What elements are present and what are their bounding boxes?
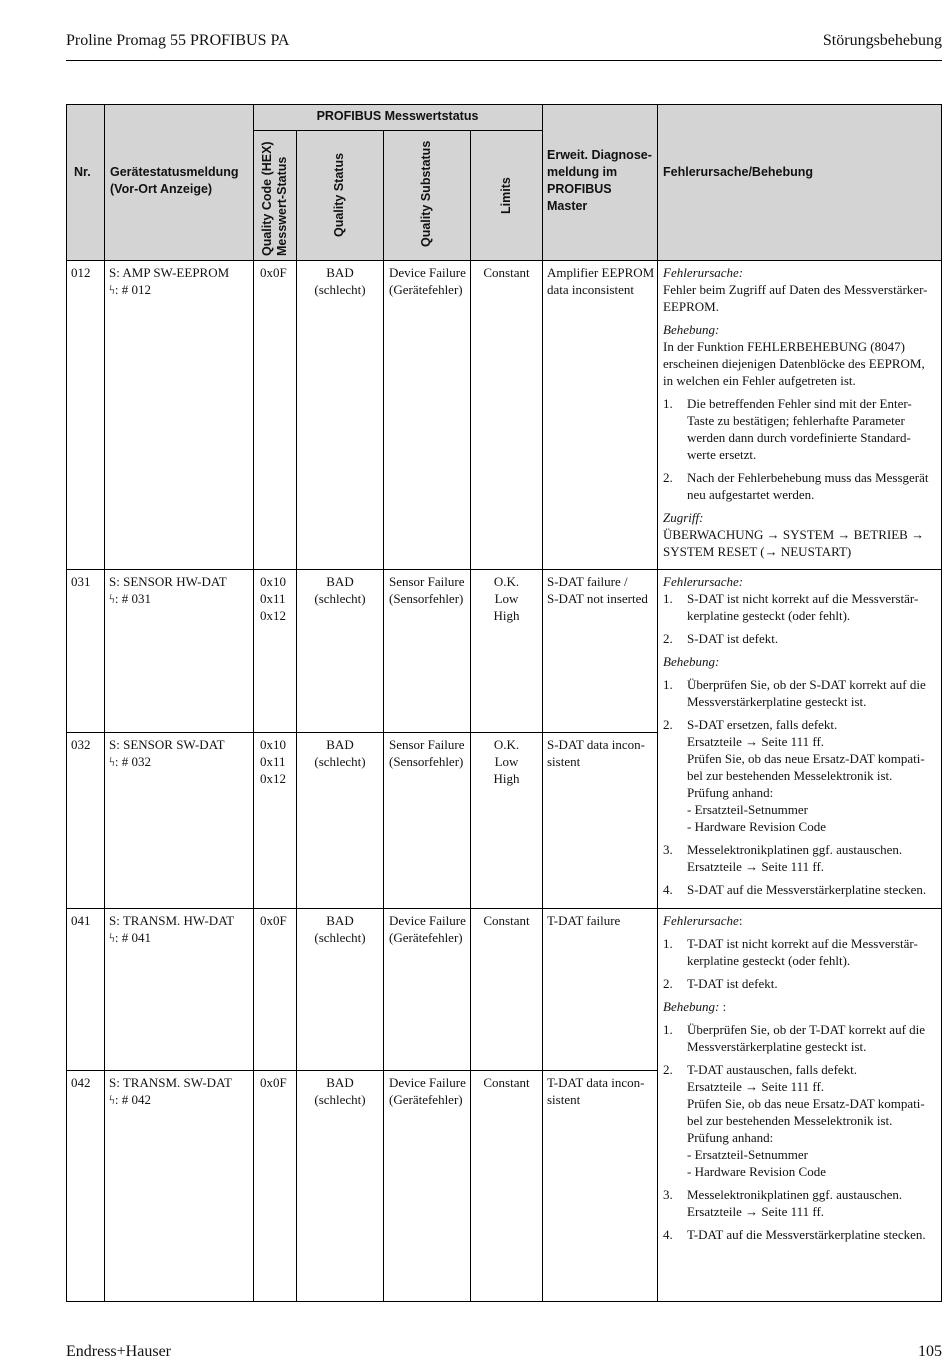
header-section-title: Störungsbehebung xyxy=(822,32,942,49)
row-042-limits: Constant xyxy=(483,1075,530,1090)
row-012-nr: 012 xyxy=(71,265,91,280)
row-012-message: S: AMP SW-EEPROM ϟ: # 012 xyxy=(109,265,230,297)
row-042-substatus: Device Failure (Gerätefehler) xyxy=(389,1075,466,1107)
row-031-limits: O.K. Low High xyxy=(493,574,520,623)
header-doc-title: Proline Promag 55 PROFIBUS PA xyxy=(66,32,290,49)
row-012-substatus: Device Failure (Gerätefehler) xyxy=(389,265,466,297)
row-031-nr: 031 xyxy=(71,574,91,589)
remedy-sdat: Fehlerursache: 1. S-DAT ist nicht korrekt auf die Messverstär- kerplatine gesteckt (oder fehlt). 2. S-DAT ist defekt. Behebung: 1. Überprüfen Sie, ob der S-DAT korrekt auf die Messverstärkerplatine gesteckt ist. 2. S-DAT ersetzen, falls defekt. Ersatzteile → Seite 111 ff. Prüfen Sie, ob das neue Ersatz-DAT kompati- bel zur bestehenden Messelektronik ist. Prüfung anhand: - Ersatzteil-Setnummer - Hardware Revision Code 3. Messelektronikplatinen ggf. austauschen. Ersatzteile → Seite 111 ff. 4. S-DAT auf die Messverstärkerplatine stecken. xyxy=(663,574,927,897)
row-012-limits: Constant xyxy=(483,265,530,280)
footer-company: Endress+Hauser xyxy=(66,1343,171,1360)
header-limits: Limits xyxy=(499,177,513,214)
row-031-status: BAD (schlecht) xyxy=(314,574,366,606)
header-extended-diagnosis: Erweit. Diagnose- meldung im PROFIBUS Master xyxy=(547,148,652,213)
row-041-limits: Constant xyxy=(483,913,530,928)
row-031-code: 0x10 0x11 0x12 xyxy=(260,574,286,623)
header-nr: Nr. xyxy=(74,165,91,179)
row-031-substatus: Sensor Failure (Sensorfehler) xyxy=(389,574,465,606)
header-quality-status: Quality Status xyxy=(332,152,346,237)
row-042-nr: 042 xyxy=(71,1075,91,1090)
header-quality-substatus: Quality Substatus xyxy=(419,140,433,247)
row-041-code: 0x0F xyxy=(260,913,287,928)
row-032-code: 0x10 0x11 0x12 xyxy=(260,737,286,786)
footer-page-number: 105 xyxy=(918,1343,942,1360)
row-031-message: S: SENSOR HW-DAT ϟ: # 031 xyxy=(109,574,227,606)
row-041-status: BAD (schlecht) xyxy=(314,913,366,945)
table-header-bg-right xyxy=(658,104,942,260)
header-quality-code: Quality Code (HEX) Messwert-Status xyxy=(260,141,289,256)
remedy-tdat: Fehlerursache: 1. T-DAT ist nicht korrekt auf die Messverstär- kerplatine gesteckt (oder fehlt). 2. T-DAT ist defekt. Behebung: : 1. Überprüfen Sie, ob der T-DAT korrekt auf die Messverstärkerplatine gesteckt ist. 2. T-DAT austauschen, falls defekt. Ersatzteile → Seite 111 ff. Prüfen Sie, ob das neue Ersatz-DAT kompati- bel zur bestehenden Messelektronik ist. Prüfung anhand: - Ersatzteil-Setnummer - Hardware Revision Code 3. Messelektronikplatinen ggf. austauschen. Ersatzteile → Seite 111 ff. 4. T-DAT auf die Messverstärkerplatine stecken. xyxy=(663,913,926,1242)
eeprom-step-1: 1. Die betreffenden Fehler sind mit der Enter- Taste zu bestätigen; fehlerhafte Parameter werden dann durch vordefinierte Standard- werte ersetzt. xyxy=(663,396,912,462)
header-rule xyxy=(66,60,942,61)
row-042-message: S: TRANSM. SW-DAT ϟ: # 042 xyxy=(109,1075,232,1107)
row-042-diagnosis: T-DAT data incon- sistent xyxy=(547,1075,645,1107)
row-031-diagnosis: S-DAT failure / S-DAT not inserted xyxy=(547,574,648,606)
header-cause-remedy: Fehlerursache/Behebung xyxy=(663,165,814,179)
row-032-status: BAD (schlecht) xyxy=(314,737,366,769)
row-041-substatus: Device Failure (Gerätefehler) xyxy=(389,913,466,945)
error-table xyxy=(66,104,942,1302)
remedy-eeprom: Fehlerursache: Fehler beim Zugriff auf Daten des Messverstärker- EEPROM. Behebung: In der Funktion FEHLERBEHEBUNG (8047) erscheinen diejenigen Datenblöcke des EEPROM, in welchen ein Fehler aufgetreten ist. 1. Die betreffenden Fehler sind mit der Enter- Taste zu bestätigen; fehlerhafte Parameter werden dann durch vordefinierte Standard- werte ersetzt. 2. Nach der Fehlerbehebung muss das Messgerät neu aufgestartet werden. Zugriff: ÜBERWACHUNG → SYSTEM → BETRIEB → SYSTEM RESET (→ NEUSTART) xyxy=(663,264,939,560)
row-032-nr: 032 xyxy=(71,737,91,752)
header-device-message: Gerätestatusmeldung (Vor-Ort Anzeige) xyxy=(110,165,239,196)
row-042-code: 0x0F xyxy=(260,1075,287,1090)
row-041-nr: 041 xyxy=(71,913,91,928)
eeprom-step-2: 2. Nach der Fehlerbehebung muss das Messgerät neu aufgestartet werden. xyxy=(663,470,929,502)
row-032-diagnosis: S-DAT data incon- sistent xyxy=(547,737,645,769)
row-032-substatus: Sensor Failure (Sensorfehler) xyxy=(389,737,465,769)
row-042-status: BAD (schlecht) xyxy=(314,1075,366,1107)
row-012-code: 0x0F xyxy=(260,265,287,280)
row-032-message: S: SENSOR SW-DAT ϟ: # 032 xyxy=(109,737,225,769)
row-032-limits: O.K. Low High xyxy=(493,737,520,786)
header-profibus-group: PROFIBUS Messwertstatus xyxy=(316,109,479,123)
row-012-status: BAD (schlecht) xyxy=(314,265,366,297)
row-041-message: S: TRANSM. HW-DAT ϟ: # 041 xyxy=(109,913,235,945)
row-041-diagnosis: T-DAT failure xyxy=(547,913,621,928)
row-012-diagnosis: Amplifier EEPROM data inconsistent xyxy=(547,265,655,297)
